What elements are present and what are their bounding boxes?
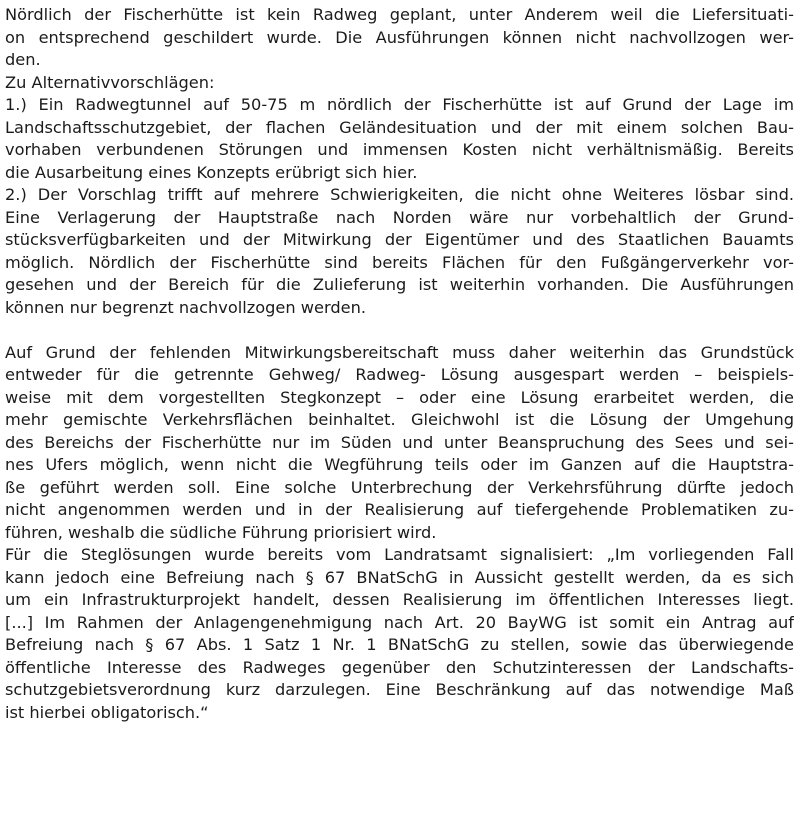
text-line: on entsprechend geschildert wurde. Die Ausführungen können nicht nachvollzogen wer- — [5, 27, 794, 47]
paragraph — [5, 342, 794, 545]
text-line: Befreiung nach § 67 Abs. 1 Satz 1 Nr. 1 BNatSchG zu stellen, sowie das überwiegende — [5, 635, 794, 654]
text-line: führen, weshalb die südliche Führung priorisiert wird. — [5, 522, 437, 542]
text-line: möglich. Nördlich der Fischerhütte sind bereits Flächen für den Fußgängerverkehr vor- — [5, 252, 794, 272]
text-line: 1.) Ein Radwegtunnel auf 50-75 m nördlich der Fischerhütte ist auf Grund der Lage im — [5, 95, 794, 114]
text-line: Landschaftsschutzgebiet, der flachen Geländesituation und der mit einem solchen Bau- — [5, 117, 794, 137]
text-line: öffentliche Interesse des Radweges gegenüber den Schutzinteressen der Landschafts- — [5, 657, 794, 677]
text-line: ße geführt werden soll. Eine solche Unterbrechung der Verkehrsführung dürfte jedoch — [5, 477, 794, 497]
text-line: können nur begrenzt nachvollzogen werden. — [5, 297, 366, 317]
text-line: den. — [5, 50, 41, 69]
text-line: Nördlich der Fischerhütte ist kein Radweg geplant, unter Anderem weil die Liefersituati- — [5, 5, 794, 24]
text-line: Für die Steglösungen wurde bereits vom Landratsamt signalisiert: „Im vorliegenden Fall — [5, 545, 794, 564]
text-line: [...] Im Rahmen der Anlagengenehmigung nach Art. 20 BayWG ist somit ein Antrag auf — [5, 612, 794, 632]
text-line: Eine Verlagerung der Hauptstraße nach Norden wäre nur vorbehaltlich der Grund- — [5, 207, 794, 227]
text-line: schutzgebietsverordnung kurz darzulegen. Eine Beschränkung auf das notwendige Maß — [5, 680, 794, 699]
text-line: stücksverfügbarkeiten und der Mitwirkung der Eigentümer und des Staatlichen Bauamts — [5, 230, 794, 249]
paragraph — [5, 4, 794, 72]
paragraph-spacer — [5, 319, 794, 342]
paragraph — [5, 72, 794, 95]
text-line: Auf Grund der fehlenden Mitwirkungsbereitschaft muss daher weiterhin das Grundstück — [5, 342, 794, 362]
text-line: die Ausarbeitung eines Konzepts erübrigt sich hier. — [5, 162, 418, 182]
text-line: Zu Alternativvorschlägen: — [5, 72, 215, 92]
text-line: nes Ufers möglich, wenn nicht die Wegführung teils oder im Ganzen auf die Hauptstra- — [5, 455, 794, 474]
paragraph — [5, 544, 794, 724]
text-line: weise mit dem vorgestellten Stegkonzept – oder eine Lösung erarbeitet werden, die — [5, 387, 794, 407]
text-line: des Bereichs der Fischerhütte nur im Süden und unter Beanspruchung des Sees und sei- — [5, 432, 794, 452]
paragraph — [5, 94, 794, 184]
text-line: ist hierbei obligatorisch.“ — [5, 702, 209, 722]
text-line: 2.) Der Vorschlag trifft auf mehrere Schwierigkeiten, die nicht ohne Weiteres lösbar sind. — [5, 185, 794, 204]
text-line: mehr gemischte Verkehrsflächen beinhaltet. Gleichwohl ist die Lösung der Umgehung — [5, 410, 794, 429]
text-line: entweder für die getrennte Gehweg/ Radweg- Lösung ausgespart werden – beispiels- — [5, 365, 794, 384]
paragraph — [5, 184, 794, 319]
text-line: um ein Infrastrukturprojekt handelt, dessen Realisierung im öffentlichen Interesses liegt. — [5, 590, 794, 609]
text-line: kann jedoch eine Befreiung nach § 67 BNatSchG in Aussicht gestellt werden, da es sich — [5, 567, 794, 587]
text-line: gesehen und der Bereich für die Zulieferung ist weiterhin vorhanden. Die Ausführungen — [5, 275, 794, 294]
document-body — [5, 4, 794, 724]
text-line: vorhaben verbundenen Störungen und immensen Kosten nicht verhältnismäßig. Bereits — [5, 140, 794, 159]
text-line: nicht angenommen werden und in der Realisierung auf tiefergehende Problematiken zu- — [5, 500, 794, 519]
